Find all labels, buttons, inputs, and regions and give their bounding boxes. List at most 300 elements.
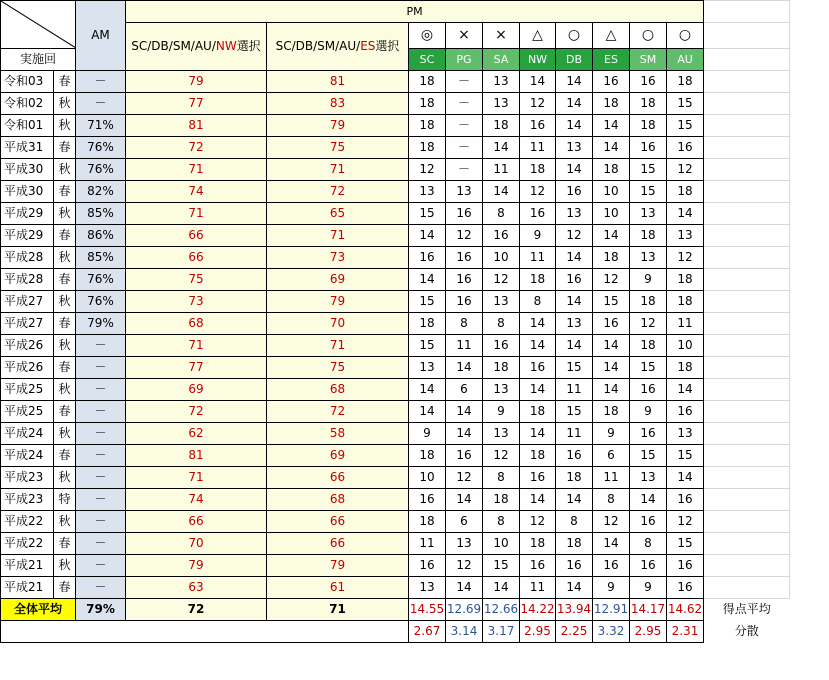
symbol-cell-es[interactable]: △ [593,23,630,49]
subject-header-sc[interactable]: SC [409,49,446,71]
season-cell[interactable]: 秋 [54,291,76,313]
pm-score-cell[interactable]: 6 [446,379,483,401]
pm-score-cell[interactable]: 18 [409,313,446,335]
empty-cell[interactable] [704,489,790,511]
es-select-score-cell[interactable]: 69 [267,269,409,291]
pm-score-cell[interactable]: 18 [630,335,667,357]
year-cell[interactable]: 平成23 [1,489,54,511]
subject-header-au[interactable]: AU [667,49,704,71]
pm-score-cell[interactable]: 16 [520,115,556,137]
year-cell[interactable]: 平成22 [1,533,54,555]
am-score-cell[interactable]: 85% [76,203,126,225]
pm-score-cell[interactable]: 18 [483,489,520,511]
year-cell[interactable]: 平成27 [1,291,54,313]
pm-score-cell[interactable]: 16 [483,225,520,247]
pm-score-cell[interactable]: 13 [667,423,704,445]
es-select-score-cell[interactable]: 72 [267,181,409,203]
year-cell[interactable]: 平成31 [1,137,54,159]
pm-score-cell[interactable]: 14 [483,137,520,159]
pm-score-cell[interactable]: 12 [667,247,704,269]
pm-score-cell[interactable]: 14 [556,115,593,137]
year-cell[interactable]: 平成25 [1,401,54,423]
pm-score-cell[interactable]: 16 [667,555,704,577]
subject-variance-cell[interactable]: 2.95 [630,621,667,643]
pm-score-cell[interactable]: 15 [409,335,446,357]
am-score-cell[interactable]: － [76,335,126,357]
season-cell[interactable]: 秋 [54,115,76,137]
pm-score-cell[interactable]: 16 [446,203,483,225]
season-cell[interactable]: 秋 [54,379,76,401]
year-cell[interactable]: 平成27 [1,313,54,335]
pm-score-cell[interactable]: 14 [630,489,667,511]
year-cell[interactable]: 令和02 [1,93,54,115]
pm-score-cell[interactable]: 9 [409,423,446,445]
subject-variance-cell[interactable]: 3.14 [446,621,483,643]
es-select-score-cell[interactable]: 68 [267,379,409,401]
year-cell[interactable]: 令和03 [1,71,54,93]
corner-diagonal-cell[interactable] [1,1,76,49]
pm-score-cell[interactable]: 14 [556,335,593,357]
season-cell[interactable]: 秋 [54,467,76,489]
nw-select-score-cell[interactable]: 81 [126,445,267,467]
pm-score-cell[interactable]: 14 [593,335,630,357]
empty-cell[interactable] [704,159,790,181]
subject-variance-cell[interactable]: 2.67 [409,621,446,643]
pm-score-cell[interactable]: 18 [630,93,667,115]
pm-score-cell[interactable]: 18 [593,93,630,115]
pm-score-cell[interactable]: 9 [630,577,667,599]
pm-score-cell[interactable]: 6 [446,511,483,533]
nw-select-score-cell[interactable]: 66 [126,247,267,269]
am-score-cell[interactable]: 71% [76,115,126,137]
season-cell[interactable]: 秋 [54,247,76,269]
season-cell[interactable]: 秋 [54,335,76,357]
empty-cell[interactable] [704,555,790,577]
am-score-cell[interactable]: 76% [76,291,126,313]
nw-select-score-cell[interactable]: 73 [126,291,267,313]
pm-score-cell[interactable]: 15 [556,401,593,423]
pm-score-cell[interactable]: 16 [667,577,704,599]
pm-score-cell[interactable]: 14 [409,379,446,401]
season-cell[interactable]: 春 [54,269,76,291]
symbol-cell-au[interactable]: ○ [667,23,704,49]
nw-select-score-cell[interactable]: 75 [126,269,267,291]
empty-cell[interactable] [704,247,790,269]
pm-score-cell[interactable]: 18 [520,269,556,291]
pm-score-cell[interactable]: 13 [483,291,520,313]
pm-score-cell[interactable]: 15 [630,445,667,467]
pm-score-cell[interactable]: 14 [483,577,520,599]
pm-score-cell[interactable]: 18 [409,511,446,533]
es-select-score-cell[interactable]: 79 [267,115,409,137]
pm-score-cell[interactable]: 16 [409,489,446,511]
pm-score-cell[interactable]: 14 [667,467,704,489]
es-select-header[interactable] [267,23,409,71]
am-score-cell[interactable]: － [76,357,126,379]
pm-score-cell[interactable]: 18 [667,291,704,313]
nw-select-score-cell[interactable]: 81 [126,115,267,137]
year-cell[interactable]: 平成23 [1,467,54,489]
pm-score-cell[interactable]: 16 [630,423,667,445]
season-cell[interactable]: 秋 [54,511,76,533]
am-score-cell[interactable]: － [76,577,126,599]
subject-header-nw[interactable]: NW [520,49,556,71]
es-select-score-cell[interactable]: 75 [267,357,409,379]
year-cell[interactable]: 平成21 [1,555,54,577]
pm-score-cell[interactable]: 14 [446,489,483,511]
empty-cell[interactable] [704,423,790,445]
pm-score-cell[interactable]: 13 [630,467,667,489]
pm-score-cell[interactable]: 16 [630,71,667,93]
subject-average-cell[interactable]: 14.62 [667,599,704,621]
empty-cell[interactable] [704,49,790,71]
es-select-score-cell[interactable]: 66 [267,467,409,489]
empty-cell[interactable] [704,291,790,313]
empty-cell[interactable] [704,577,790,599]
pm-score-cell[interactable]: 6 [593,445,630,467]
pm-score-cell[interactable]: 12 [667,159,704,181]
pm-score-cell[interactable]: 14 [593,379,630,401]
subject-average-cell[interactable]: 14.22 [520,599,556,621]
pm-score-cell[interactable]: 15 [630,181,667,203]
pm-score-cell[interactable]: 16 [667,137,704,159]
nw-select-score-cell[interactable]: 63 [126,577,267,599]
overall-nw-average[interactable]: 72 [126,599,267,621]
pm-score-cell[interactable]: 16 [520,203,556,225]
pm-score-cell[interactable]: 18 [483,115,520,137]
pm-score-cell[interactable]: 14 [593,225,630,247]
pm-score-cell[interactable]: 15 [409,203,446,225]
pm-score-cell[interactable]: 18 [520,533,556,555]
pm-score-cell[interactable]: 18 [556,467,593,489]
symbol-cell-pg[interactable]: × [446,23,483,49]
empty-cell[interactable] [704,1,790,23]
pm-score-cell[interactable]: 10 [483,533,520,555]
season-cell[interactable]: 秋 [54,159,76,181]
pm-score-cell[interactable]: 13 [483,71,520,93]
pm-score-cell[interactable]: 16 [556,181,593,203]
pm-score-cell[interactable]: 13 [446,533,483,555]
pm-score-cell[interactable]: 12 [409,159,446,181]
am-score-cell[interactable]: 86% [76,225,126,247]
pm-score-cell[interactable]: － [446,137,483,159]
am-score-cell[interactable]: 79% [76,313,126,335]
season-cell[interactable]: 春 [54,313,76,335]
pm-score-cell[interactable]: 12 [593,511,630,533]
pm-score-cell[interactable]: 16 [409,555,446,577]
pm-score-cell[interactable]: 12 [667,511,704,533]
pm-score-cell[interactable]: 8 [630,533,667,555]
pm-score-cell[interactable]: 15 [630,159,667,181]
pm-score-cell[interactable]: 15 [556,357,593,379]
nw-select-header[interactable] [126,23,267,71]
pm-score-cell[interactable]: 14 [409,225,446,247]
overall-average-label[interactable]: 全体平均 [1,599,76,621]
empty-cell[interactable] [704,511,790,533]
nw-select-score-cell[interactable]: 79 [126,555,267,577]
pm-score-cell[interactable]: 18 [409,137,446,159]
season-cell[interactable]: 秋 [54,423,76,445]
pm-score-cell[interactable]: 11 [667,313,704,335]
pm-score-cell[interactable]: 8 [593,489,630,511]
year-cell[interactable]: 平成30 [1,181,54,203]
pm-score-cell[interactable]: 9 [630,269,667,291]
year-cell[interactable]: 令和01 [1,115,54,137]
pm-score-cell[interactable]: 13 [483,423,520,445]
pm-score-cell[interactable]: 18 [593,401,630,423]
pm-score-cell[interactable]: 16 [520,357,556,379]
pm-score-cell[interactable]: 18 [667,269,704,291]
es-select-score-cell[interactable]: 73 [267,247,409,269]
am-score-cell[interactable]: － [76,511,126,533]
pm-score-cell[interactable]: 14 [446,401,483,423]
pm-score-cell[interactable]: 14 [520,335,556,357]
pm-score-cell[interactable]: 13 [409,577,446,599]
pm-score-cell[interactable]: 8 [483,203,520,225]
subject-variance-cell[interactable]: 2.31 [667,621,704,643]
pm-score-cell[interactable]: 18 [667,181,704,203]
season-cell[interactable]: 春 [54,577,76,599]
pm-score-cell[interactable]: 18 [409,71,446,93]
pm-score-cell[interactable]: 15 [667,93,704,115]
pm-score-cell[interactable]: 10 [593,203,630,225]
pm-score-cell[interactable]: 14 [520,489,556,511]
pm-score-cell[interactable]: 13 [446,181,483,203]
pm-score-cell[interactable]: 14 [556,93,593,115]
pm-score-cell[interactable]: 18 [483,357,520,379]
pm-score-cell[interactable]: 18 [409,115,446,137]
pm-score-cell[interactable]: 16 [630,511,667,533]
pm-score-cell[interactable]: 10 [667,335,704,357]
pm-score-cell[interactable]: 11 [520,577,556,599]
empty-cell[interactable] [704,203,790,225]
pm-score-cell[interactable]: 15 [667,445,704,467]
pm-score-cell[interactable]: 16 [630,137,667,159]
am-score-cell[interactable]: － [76,533,126,555]
pm-score-cell[interactable]: 14 [667,203,704,225]
season-cell[interactable]: 春 [54,533,76,555]
pm-score-cell[interactable]: 13 [630,203,667,225]
pm-score-cell[interactable]: 9 [593,423,630,445]
es-select-score-cell[interactable]: 71 [267,159,409,181]
pm-score-cell[interactable]: 14 [483,181,520,203]
pm-score-cell[interactable]: 18 [630,225,667,247]
nw-select-score-cell[interactable]: 69 [126,379,267,401]
am-score-cell[interactable]: － [76,445,126,467]
pm-score-cell[interactable]: 9 [483,401,520,423]
pm-score-cell[interactable]: 16 [593,555,630,577]
season-cell[interactable]: 秋 [54,555,76,577]
pm-score-cell[interactable]: 18 [630,291,667,313]
empty-cell[interactable] [704,23,790,49]
pm-score-cell[interactable]: 12 [446,555,483,577]
nw-select-score-cell[interactable]: 66 [126,511,267,533]
pm-score-cell[interactable]: 16 [556,445,593,467]
symbol-cell-sm[interactable]: ○ [630,23,667,49]
year-cell[interactable]: 平成24 [1,423,54,445]
pm-score-cell[interactable]: － [446,71,483,93]
pm-score-cell[interactable]: 14 [556,247,593,269]
es-select-score-cell[interactable]: 81 [267,71,409,93]
pm-score-cell[interactable]: 10 [593,181,630,203]
pm-score-cell[interactable]: 13 [556,137,593,159]
pm-header[interactable]: PM [126,1,704,23]
pm-score-cell[interactable]: 15 [667,533,704,555]
pm-score-cell[interactable]: 11 [483,159,520,181]
pm-score-cell[interactable]: 16 [593,313,630,335]
season-cell[interactable]: 春 [54,445,76,467]
overall-am-average[interactable]: 79% [76,599,126,621]
pm-score-cell[interactable]: 13 [483,379,520,401]
pm-score-cell[interactable]: － [446,159,483,181]
am-score-cell[interactable]: 76% [76,137,126,159]
pm-score-cell[interactable]: 8 [520,291,556,313]
pm-score-cell[interactable]: 12 [593,269,630,291]
season-cell[interactable]: 春 [54,225,76,247]
pm-score-cell[interactable]: 9 [520,225,556,247]
subject-variance-cell[interactable]: 3.32 [593,621,630,643]
nw-select-score-cell[interactable]: 74 [126,181,267,203]
symbol-cell-db[interactable]: ○ [556,23,593,49]
nw-select-score-cell[interactable]: 77 [126,93,267,115]
subject-average-cell[interactable]: 12.91 [593,599,630,621]
pm-score-cell[interactable]: 14 [556,577,593,599]
pm-score-cell[interactable]: 14 [667,379,704,401]
pm-score-cell[interactable]: 15 [409,291,446,313]
pm-score-cell[interactable]: 8 [483,511,520,533]
subject-header-db[interactable]: DB [556,49,593,71]
empty-cell[interactable] [704,71,790,93]
pm-score-cell[interactable]: 18 [667,357,704,379]
empty-cell[interactable] [704,93,790,115]
subject-average-cell[interactable]: 12.69 [446,599,483,621]
pm-score-cell[interactable]: 16 [556,269,593,291]
pm-score-cell[interactable]: 16 [630,555,667,577]
es-select-score-cell[interactable]: 66 [267,511,409,533]
season-cell[interactable]: 秋 [54,203,76,225]
am-score-cell[interactable]: － [76,467,126,489]
year-cell[interactable]: 平成30 [1,159,54,181]
pm-score-cell[interactable]: 12 [483,269,520,291]
pm-score-cell[interactable]: 18 [409,445,446,467]
pm-score-cell[interactable]: 13 [667,225,704,247]
pm-score-cell[interactable]: 12 [520,511,556,533]
es-select-score-cell[interactable]: 70 [267,313,409,335]
es-select-score-cell[interactable]: 69 [267,445,409,467]
pm-score-cell[interactable]: 14 [409,269,446,291]
pm-score-cell[interactable]: 11 [520,247,556,269]
empty-cell[interactable] [704,313,790,335]
pm-score-cell[interactable]: 18 [630,115,667,137]
pm-score-cell[interactable]: 18 [593,159,630,181]
pm-score-cell[interactable]: 14 [409,401,446,423]
pm-score-cell[interactable]: 13 [630,247,667,269]
variance-row-label[interactable]: 分散 [734,624,759,638]
pm-score-cell[interactable]: 12 [446,225,483,247]
pm-score-cell[interactable]: 12 [556,225,593,247]
year-cell[interactable]: 平成22 [1,511,54,533]
pm-score-cell[interactable]: 11 [556,423,593,445]
pm-score-cell[interactable]: 13 [556,313,593,335]
pm-score-cell[interactable]: 18 [520,401,556,423]
nw-select-score-cell[interactable]: 68 [126,313,267,335]
am-score-cell[interactable]: 76% [76,159,126,181]
am-score-cell[interactable]: 76% [76,269,126,291]
am-score-cell[interactable]: － [76,555,126,577]
am-score-cell[interactable]: － [76,489,126,511]
es-select-score-cell[interactable]: 72 [267,401,409,423]
nw-select-score-cell[interactable]: 74 [126,489,267,511]
pm-score-cell[interactable]: 15 [483,555,520,577]
pm-score-cell[interactable]: 16 [446,247,483,269]
empty-cell[interactable] [704,401,790,423]
pm-score-cell[interactable]: 14 [520,71,556,93]
es-select-score-cell[interactable]: 71 [267,335,409,357]
empty-cell[interactable] [704,181,790,203]
pm-score-cell[interactable]: 8 [483,467,520,489]
year-cell[interactable]: 平成26 [1,335,54,357]
am-score-cell[interactable]: － [76,71,126,93]
season-cell[interactable]: 特 [54,489,76,511]
pm-score-cell[interactable]: 18 [556,533,593,555]
subject-average-cell[interactable]: 12.66 [483,599,520,621]
pm-score-cell[interactable]: 12 [630,313,667,335]
es-select-score-cell[interactable]: 79 [267,291,409,313]
pm-score-cell[interactable]: 9 [593,577,630,599]
pm-score-cell[interactable]: 13 [483,93,520,115]
pm-score-cell[interactable]: 18 [520,445,556,467]
nw-select-score-cell[interactable]: 72 [126,137,267,159]
pm-score-cell[interactable]: 11 [446,335,483,357]
pm-score-cell[interactable]: 8 [483,313,520,335]
pm-score-cell[interactable]: 16 [520,555,556,577]
subject-average-cell[interactable]: 13.94 [556,599,593,621]
pm-score-cell[interactable]: 16 [483,335,520,357]
es-select-score-cell[interactable]: 71 [267,225,409,247]
pm-score-cell[interactable]: 14 [593,357,630,379]
pm-score-cell[interactable]: 16 [630,379,667,401]
subject-header-pg[interactable]: PG [446,49,483,71]
am-score-cell[interactable]: 82% [76,181,126,203]
pm-score-cell[interactable]: 16 [667,401,704,423]
pm-score-cell[interactable]: 8 [556,511,593,533]
symbol-cell-sc[interactable]: ◎ [409,23,446,49]
nw-select-score-cell[interactable]: 77 [126,357,267,379]
pm-score-cell[interactable]: 9 [630,401,667,423]
nw-select-score-cell[interactable]: 79 [126,71,267,93]
es-select-score-cell[interactable]: 61 [267,577,409,599]
es-select-score-cell[interactable]: 75 [267,137,409,159]
am-score-cell[interactable]: － [76,423,126,445]
subject-header-es[interactable]: ES [593,49,630,71]
pm-score-cell[interactable]: 14 [593,137,630,159]
pm-score-cell[interactable]: 11 [520,137,556,159]
pm-score-cell[interactable]: 16 [593,71,630,93]
subject-variance-cell[interactable]: 2.25 [556,621,593,643]
empty-cell[interactable] [704,225,790,247]
pm-score-cell[interactable]: － [446,93,483,115]
empty-cell[interactable] [704,335,790,357]
pm-score-cell[interactable]: 14 [446,423,483,445]
pm-score-cell[interactable]: 16 [667,489,704,511]
pm-score-cell[interactable]: 13 [409,357,446,379]
pm-score-cell[interactable]: 16 [409,247,446,269]
season-cell[interactable]: 春 [54,181,76,203]
empty-cell[interactable] [704,467,790,489]
empty-cell[interactable] [704,115,790,137]
season-cell[interactable]: 春 [54,357,76,379]
empty-cell[interactable] [704,379,790,401]
